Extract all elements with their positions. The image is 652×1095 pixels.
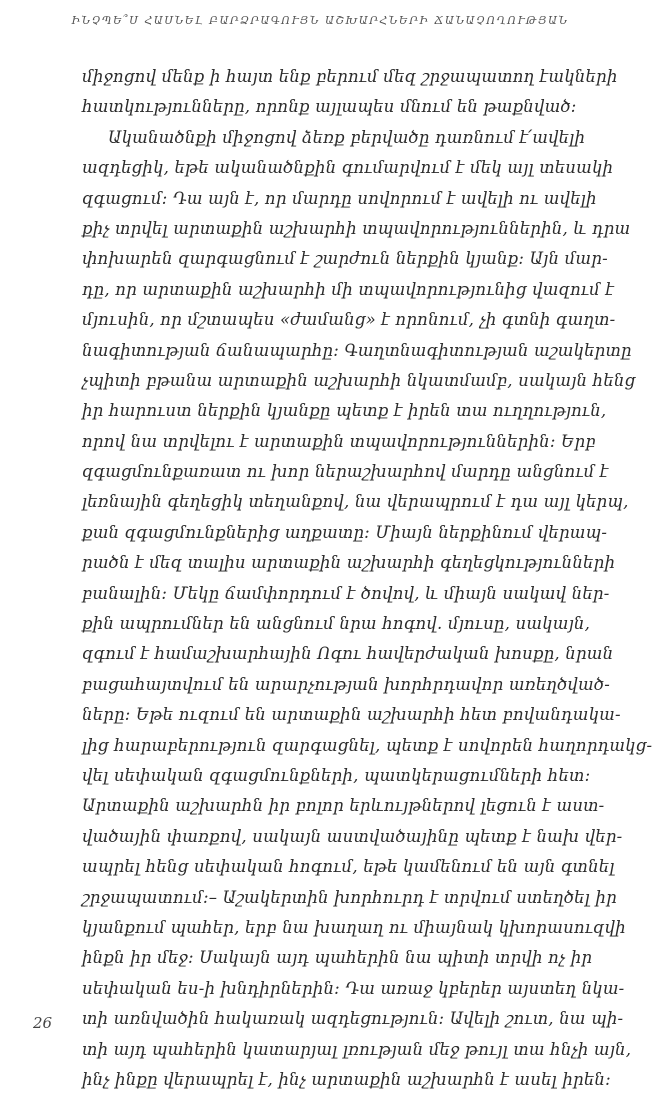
text-line: քիչ տրվել արտաքին աշխարհի տպավորություններին, և դրա xyxy=(82,218,631,238)
text-line: շրջապատում:– Աշակերտին խորհուրդ է տրվում ստեղծել իր xyxy=(82,887,617,907)
text-line: րածն է մեզ տալիս արտաքին աշխարհի գեղեցկությունների xyxy=(82,553,616,573)
text-line: միջոցով մենք ի հայտ ենք բերում մեզ շրջապատող էակների xyxy=(82,67,618,86)
text-line: զգացում: Դա այն է, որ մարդը սովորում է ավելի ու ավելի xyxy=(82,188,597,208)
body-text xyxy=(82,62,652,1095)
text-line: Ականածնքի միջոցով ձեռք բերվածը դառնում է՛ավելի xyxy=(108,127,586,147)
text-line: դը, որ արտաքին աշխարհի մի տպավորությունից վազում է xyxy=(82,279,615,299)
text-line: հատկությունները, որոնք այլապես մնում են թաքնված: xyxy=(82,97,577,117)
text-line: ազդեցիկ, եթե ականածնքին գումարվում է մեկ այլ տեսակի xyxy=(82,158,614,178)
text-line: նագիտության ճանապարհը: Գաղտնագիտության աշակերտը xyxy=(82,340,632,360)
text-line: սեփական ես-ի խնդիրներին: Դա առաջ կբերեր այստեղ նկա- xyxy=(82,978,625,998)
text-line: լից հարաբերություն զարգացնել, պետք է սովորեն հաղորդակց- xyxy=(82,735,652,755)
text-line: ները: Եթե ուզում են արտաքին աշխարհի հետ բովանդակա- xyxy=(82,705,621,725)
text-line: ապրել հենց սեփական հոգում, եթե կամենում են այն գտնել xyxy=(82,857,615,877)
text-line: տի առնվածին հակառակ ազդեցություն: Ավելի շուտ, նա պի- xyxy=(82,1009,624,1029)
running-header: ԻՆՉՊԵ՞Ս ՀԱՍՆԵԼ ԲԱՐՁՐԱԳՈՒՅՆ ԱՇԽԱՐՀՆԵՐԻ ՃԱՆԱՉՈՂՈՒԹՅԱՆ xyxy=(71,14,569,27)
text-line: զգում է համաշխարհային Ոգու հավերժական խոսքը, նրան xyxy=(82,644,614,664)
text-line: որով նա տրվելու է արտաքին տպավորություններին: Երբ xyxy=(82,431,596,451)
text-line: ինչ ինքը վերապրել է, ինչ արտաքին աշխարհն է ասել իրեն: xyxy=(82,1069,611,1089)
text-line: ինքն իր մեջ: Սակայն այդ պահերին նա պիտի տրվի ոչ իր xyxy=(82,948,593,968)
text-line: կյանքում պահեր, երբ նա խաղաղ ու միայնակ կխորասուզվի xyxy=(82,917,626,937)
text-line: քին ապրումներ են անցնում նրա հոգով. մյուսը, սակայն, xyxy=(82,614,591,634)
page-number: 26 xyxy=(33,1014,53,1032)
text-line: իր հարուստ ներքին կյանքը պետք է իրեն տա ուղղություն, xyxy=(82,401,607,421)
text-line: փոխարեն զարգացնում է շարժուն ներքին կյանք: Այն մար- xyxy=(82,249,608,269)
text-line: տի այդ պահերին կատարյալ լռության մեջ թույլ տա հնչի այն, xyxy=(82,1039,632,1059)
text-line: բանալին: Մեկը ճամփորդում է ծովով, և միայն սակավ ներ- xyxy=(82,583,610,603)
text-line: վել սեփական զգացմունքների, պատկերացումների հետ: xyxy=(82,765,591,785)
text-line: բացահայտվում են արարչության խորհրդավոր առեղծված- xyxy=(82,674,610,694)
text-line: չպիտի բթանա արտաքին աշխարհի նկատմամբ, սակայն հենց xyxy=(82,370,636,390)
text-line: զգացմունքառատ ու խոր ներաշխարհով մարդը անցնում է xyxy=(82,462,609,482)
text-line: Արտաքին աշխարհն իր բոլոր երևույթներով լեցուն է աստ- xyxy=(82,796,605,816)
text-line: մյուսին, որ մշտապես «ժամանց» է որոնում, չի գտնի գաղտ- xyxy=(82,310,616,330)
text-line: լեռնային գեղեցիկ տեղանքով, նա վերապրում է դա այլ կերպ, xyxy=(82,492,629,512)
text-line: քան զգացմունքներից աղքատը: Միայն ներքինում վերապ- xyxy=(82,522,608,542)
text-line: վածային փառքով, սակայն աստվածայինը պետք է նախ վեր- xyxy=(82,826,623,846)
